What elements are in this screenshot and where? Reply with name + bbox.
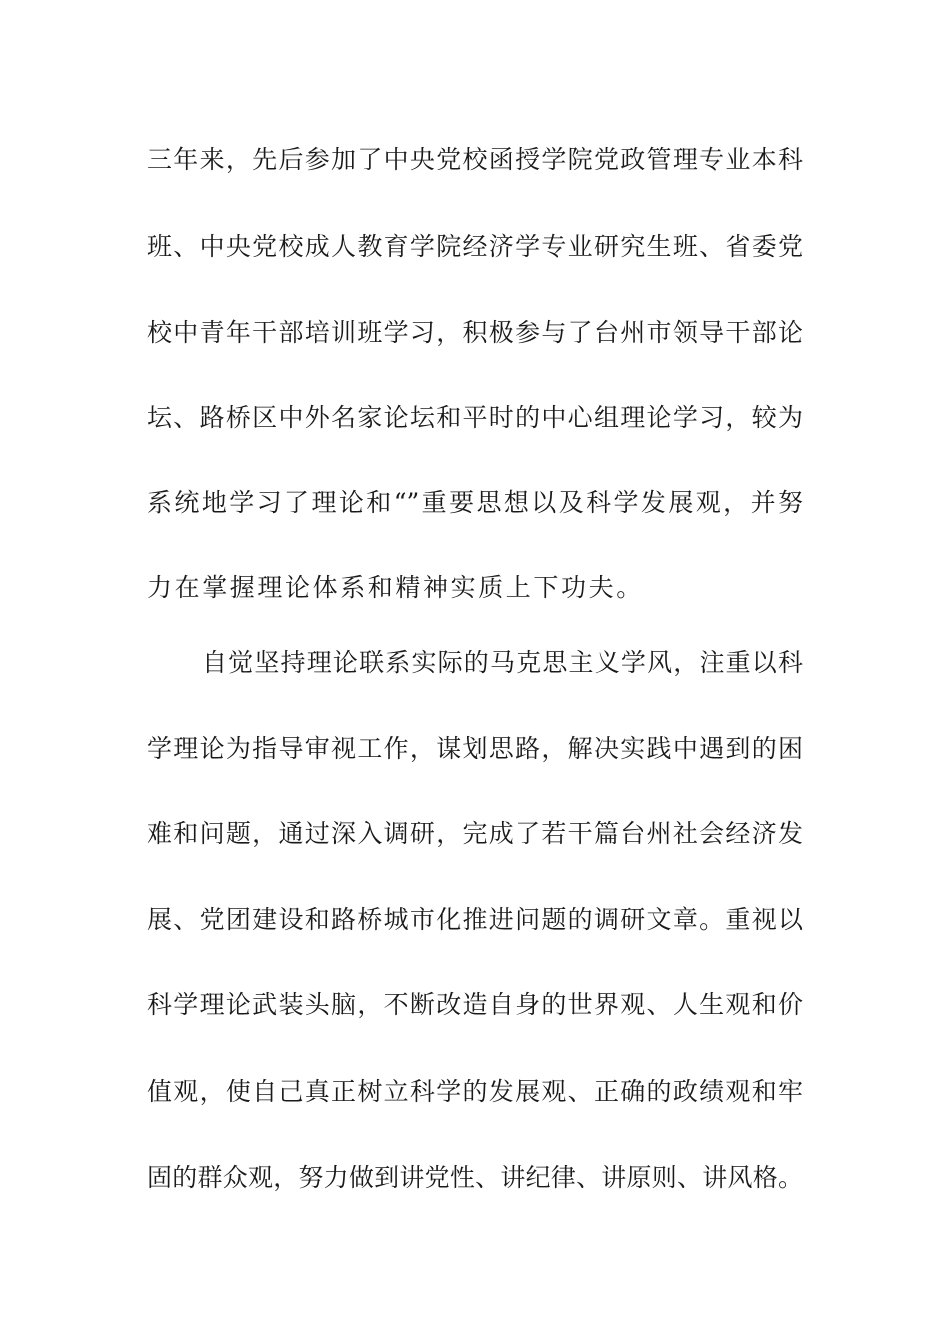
paragraph-line: 展、党团建设和路桥城市化推进问题的调研文章。重视以 <box>147 905 803 934</box>
paragraph-line: 系统地学习了理论和“”重要思想以及科学发展观，并努 <box>147 488 803 517</box>
paragraph-line: 固的群众观，努力做到讲党性、讲纪律、讲原则、讲风格。 <box>147 1163 803 1192</box>
paragraph-line: 三年来，先后参加了中央党校函授学院党政管理专业本科 <box>147 145 803 174</box>
paragraph-line: 班、中央党校成人教育学院经济学专业研究生班、省委党 <box>147 232 803 261</box>
paragraph-line: 难和问题，通过深入调研，完成了若干篇台州社会经济发 <box>147 819 803 848</box>
paragraph-line: 学理论为指导审视工作，谋划思路，解决实践中遇到的困 <box>147 734 803 763</box>
paragraph-line: 自觉坚持理论联系实际的马克思主义学风，注重以科 <box>202 648 803 677</box>
paragraph-line: 校中青年干部培训班学习，积极参与了台州市领导干部论 <box>147 318 803 347</box>
paragraph-line: 坛、路桥区中外名家论坛和平时的中心组理论学习，较为 <box>147 403 803 432</box>
paragraph-line: 科学理论武装头脑，不断改造自身的世界观、人生观和价 <box>147 990 803 1019</box>
paragraph-line: 力在掌握理论体系和精神实质上下功夫。 <box>147 573 644 602</box>
paragraph-line: 值观，使自己真正树立科学的发展观、正确的政绩观和牢 <box>147 1077 803 1106</box>
